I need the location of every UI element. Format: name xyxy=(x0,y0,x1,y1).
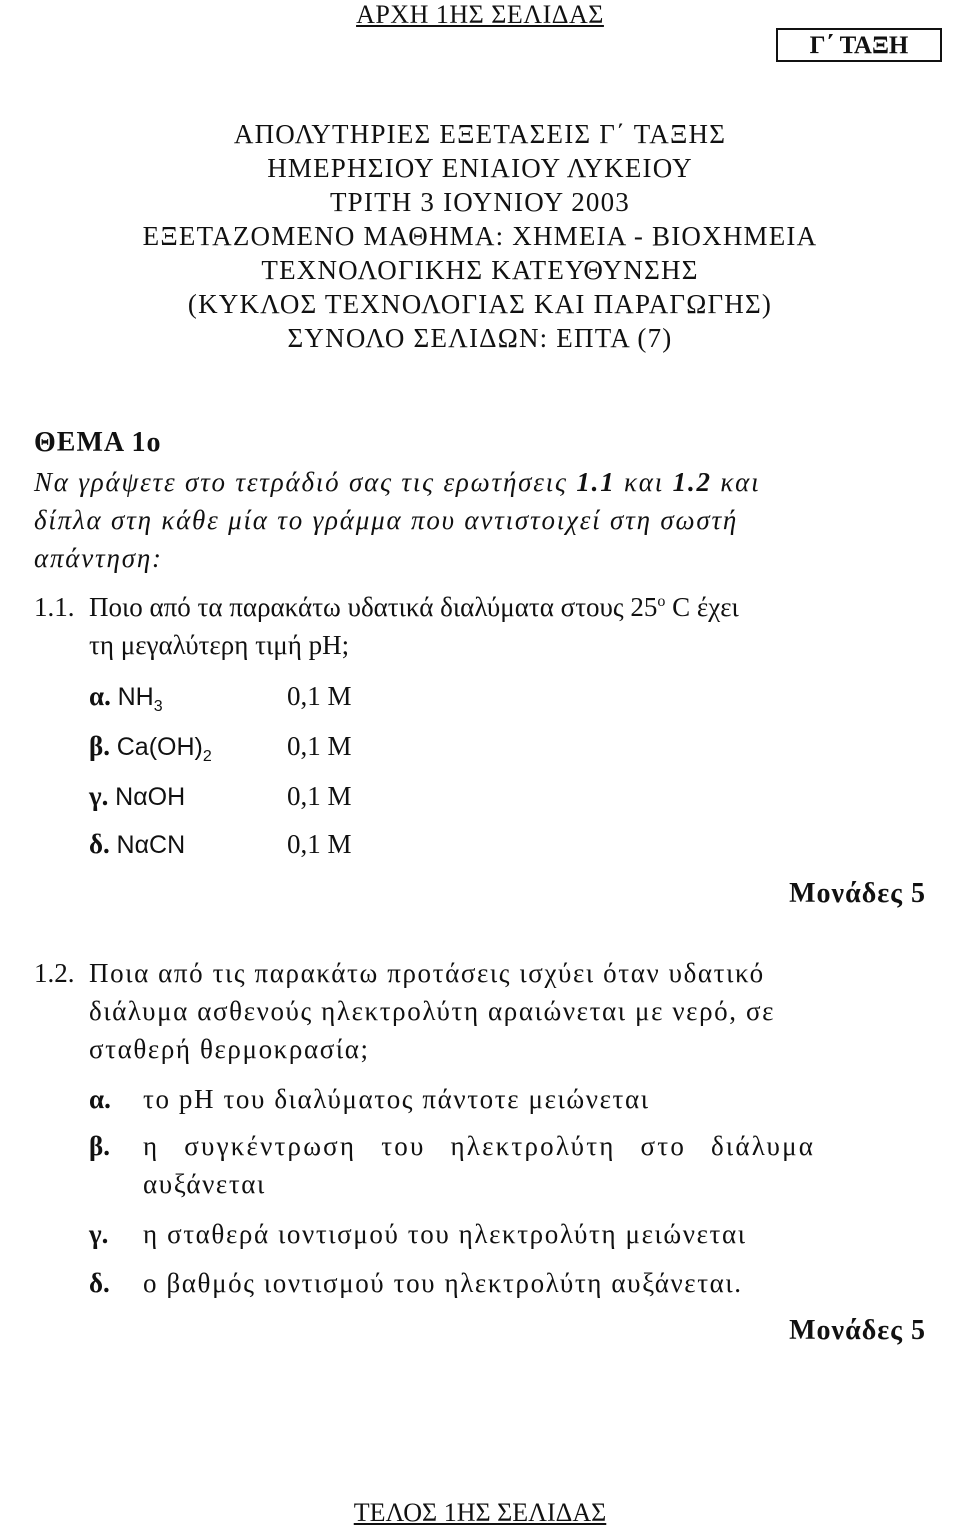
option-beta xyxy=(89,731,212,766)
degree-superscript: ο xyxy=(657,593,666,610)
question-1-2-text-line-3: σταθερή θερμοκρασία; xyxy=(89,1034,370,1064)
title-line: ΤΕΧΝΟΛΟΓΙΚΗΣ ΚΑΤΕΥΘΥΝΣΗΣ xyxy=(261,255,699,285)
option-letter: α. xyxy=(89,1084,111,1114)
theme-intro-line-2: δίπλα στη κάθε μία το γράμμα που αντιστοιχεί στη σωστή xyxy=(34,505,739,535)
option-letter: β. xyxy=(89,1131,110,1161)
exam-title-block xyxy=(0,117,960,355)
option-delta xyxy=(89,829,185,860)
page-footer-label: ΤΕΛΟΣ 1ΗΣ ΣΕΛΙΔΑΣ xyxy=(353,1498,607,1527)
intro-question-ref: 1.2 xyxy=(672,467,712,497)
option-letter: γ. xyxy=(89,1219,109,1249)
intro-question-ref: 1.1 xyxy=(576,467,616,497)
question-1-2-text-line-2: διάλυμα ασθενούς ηλεκτρολύτη αραιώνεται με νερό, σε xyxy=(89,996,776,1026)
question-text: C έχει xyxy=(665,592,739,622)
option-gamma xyxy=(89,781,185,812)
option-formula: NαCN xyxy=(116,831,186,859)
question-1-1-text-line-2: τη μεγαλύτερη τιμή pH; xyxy=(89,630,350,660)
title-line: ΑΠΟΛΥΤΗΡΙΕΣ ΕΞΕΤΑΣΕΙΣ Γ΄ ΤΑΞΗΣ xyxy=(233,119,727,149)
option-concentration: 0,1 M xyxy=(287,731,352,761)
question-text: Ποιο από τα παρακάτω υδατικά διαλύματα στους 25 xyxy=(89,592,658,622)
option-letter: γ. xyxy=(89,781,109,811)
option-letter: δ. xyxy=(89,1268,110,1298)
title-line: ΣΥΝΟΛΟ ΣΕΛΙΔΩΝ: ΕΠΤΑ (7) xyxy=(287,323,673,353)
marks-label: Μονάδες 5 xyxy=(789,878,926,909)
theme-intro-line-3: απάντηση: xyxy=(34,543,163,573)
option-text: η συγκέντρωση του ηλεκτρολύτη στο διάλυμα xyxy=(143,1131,816,1161)
option-concentration: 0,1 M xyxy=(287,829,352,859)
option-formula: $NH_3$ xyxy=(117,683,163,715)
intro-text: και xyxy=(615,467,673,497)
option-letter: δ. xyxy=(89,829,110,859)
title-line: ΗΜΕΡΗΣΙΟΥ ΕΝΙΑΙΟΥ ΛΥΚΕΙΟΥ xyxy=(267,153,693,183)
option-text: η σταθερά ιοντισμού του ηλεκτρολύτη μειώνεται xyxy=(143,1219,747,1249)
option-text: ο βαθμός ιοντισμού του ηλεκτρολύτη αυξάνεται. xyxy=(143,1268,743,1298)
title-line: (ΚΥΚΛΟΣ ΤΕΧΝΟΛΟΓΙΑΣ ΚΑΙ ΠΑΡΑΓΩΓΗΣ) xyxy=(187,289,773,319)
question-1-2-text-line-1: Ποια από τις παρακάτω προτάσεις ισχύει όταν υδατικό xyxy=(89,958,765,988)
question-1-2-number: 1.2. xyxy=(34,958,75,988)
marks-label: Μονάδες 5 xyxy=(789,1315,926,1346)
class-label-box: Γ΄ ΤΑΞΗ xyxy=(776,28,942,62)
question-1-1-text-line-1 xyxy=(89,592,739,623)
option-alpha xyxy=(89,681,163,716)
question-1-1-number: 1.1. xyxy=(34,592,75,622)
title-line: ΤΡΙΤΗ 3 ΙΟΥΝΙΟΥ 2003 xyxy=(329,187,631,217)
option-text: το pH του διαλύματος πάντοτε μειώνεται xyxy=(143,1084,650,1114)
title-line: ΕΞΕΤΑΖΟΜΕΝΟ ΜΑΘΗΜΑ: ΧΗΜΕΙΑ - ΒΙΟΧΗΜΕΙΑ xyxy=(142,221,818,251)
intro-text: και xyxy=(711,467,761,497)
option-text-continued: αυξάνεται xyxy=(143,1169,266,1199)
theme-intro-line-1 xyxy=(34,467,760,498)
option-letter: α. xyxy=(89,681,111,711)
option-formula: $Ca(OH)_2$ xyxy=(116,733,212,765)
intro-text: Να γράψετε στο τετράδιό σας τις ερωτήσεις xyxy=(34,467,577,497)
page-header-label: ΑΡΧΗ 1ΗΣ ΣΕΛΙΔΑΣ xyxy=(356,0,604,29)
option-concentration: 0,1 M xyxy=(287,681,352,711)
theme-title: ΘΕΜΑ 1ο xyxy=(34,427,162,458)
option-formula: NαOH xyxy=(115,783,186,811)
option-concentration: 0,1 M xyxy=(287,781,352,811)
option-letter: β. xyxy=(89,731,110,761)
